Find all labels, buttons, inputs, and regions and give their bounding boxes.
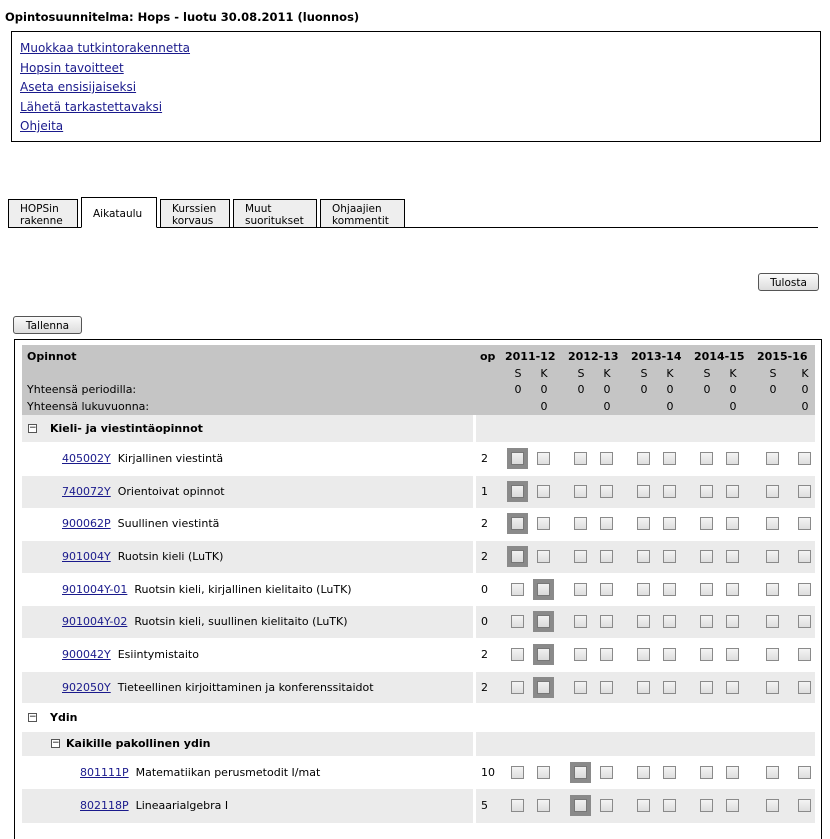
course-name: Suullinen viestintä: [117, 517, 220, 530]
course-code-link[interactable]: 901004Y-01: [62, 583, 128, 596]
schedule-checkbox[interactable]: [766, 517, 779, 530]
schedule-checkbox[interactable]: [726, 583, 739, 596]
schedule-checkbox[interactable]: [798, 517, 811, 530]
term-header: K: [666, 367, 674, 380]
course-code-link[interactable]: 900042Y: [62, 648, 111, 661]
set-primary-link[interactable]: Aseta ensisijaiseksi: [20, 80, 137, 95]
course-cell: [62, 452, 223, 465]
course-name: Tieteellinen kirjoittaminen ja konferenssitaidot: [117, 681, 374, 694]
schedule-checkbox[interactable]: [766, 485, 779, 498]
schedule-checkbox[interactable]: [726, 681, 739, 694]
year-header: 2011-12: [505, 350, 556, 363]
schedule-checkbox[interactable]: [766, 648, 779, 661]
schedule-checkbox[interactable]: [726, 452, 739, 465]
collapse-toggle-icon[interactable]: −: [29, 712, 37, 722]
schedule-checkbox[interactable]: [726, 648, 739, 661]
course-cell: [62, 517, 219, 530]
schedule-checkbox[interactable]: [700, 766, 713, 779]
schedule-checkbox[interactable]: [726, 485, 739, 498]
schedule-checkbox[interactable]: [574, 517, 587, 530]
schedule-checkbox[interactable]: [663, 766, 676, 779]
term-header: K: [801, 367, 809, 380]
schedule-checkbox[interactable]: [574, 766, 587, 779]
schedule-checkbox[interactable]: [663, 648, 676, 661]
schedule-checkbox[interactable]: [511, 766, 524, 779]
course-cell: [62, 583, 352, 596]
course-code-link[interactable]: 902050Y: [62, 681, 111, 694]
course-op: 2: [481, 550, 488, 563]
tab-other-credits[interactable]: Muut suoritukset: [233, 199, 317, 228]
schedule-checkbox[interactable]: [537, 799, 550, 812]
tab-advisor-comments[interactable]: Ohjaajien kommentit: [320, 199, 405, 228]
schedule-checkbox[interactable]: [726, 550, 739, 563]
schedule-checkbox[interactable]: [537, 517, 550, 530]
course-cell: [62, 550, 223, 563]
schedule-checkbox[interactable]: [663, 615, 676, 628]
schedule-checkbox[interactable]: [700, 485, 713, 498]
year-header: 2015-16: [757, 350, 808, 363]
period-total: 0: [577, 383, 585, 396]
schedule-cell-selected: [507, 481, 528, 502]
schedule-checkbox[interactable]: [511, 799, 524, 812]
period-total: 0: [769, 383, 777, 396]
schedule-checkbox[interactable]: [637, 766, 650, 779]
course-code-link[interactable]: 900062P: [62, 517, 111, 530]
schedule-checkbox[interactable]: [511, 648, 524, 661]
schedule-checkbox[interactable]: [663, 550, 676, 563]
year-header: 2012-13: [568, 350, 619, 363]
schedule-checkbox[interactable]: [511, 681, 524, 694]
year-total: 0: [666, 400, 674, 413]
group-label-mandatory-core: Kaikille pakollinen ydin: [66, 737, 211, 750]
schedule-cell-selected: [570, 762, 591, 783]
schedule-checkbox[interactable]: [798, 681, 811, 694]
term-header: K: [603, 367, 611, 380]
schedule-checkbox[interactable]: [700, 452, 713, 465]
schedule-checkbox[interactable]: [766, 681, 779, 694]
tab-course-substitution[interactable]: Kurssien korvaus: [160, 199, 230, 228]
schedule-checkbox[interactable]: [700, 799, 713, 812]
schedule-cell-selected: [507, 513, 528, 534]
term-header: K: [729, 367, 737, 380]
schedule-checkbox[interactable]: [574, 485, 587, 498]
schedule-checkbox[interactable]: [537, 452, 550, 465]
tab-schedule[interactable]: Aikataulu: [81, 197, 157, 228]
total-year-label: Yhteensä lukuvuonna:: [27, 400, 150, 413]
term-header: S: [703, 367, 711, 380]
col-studies-header: Opinnot: [27, 350, 77, 363]
term-header: S: [769, 367, 777, 380]
schedule-checkbox[interactable]: [537, 485, 550, 498]
course-op: 2: [481, 648, 488, 661]
schedule-checkbox[interactable]: [766, 799, 779, 812]
schedule-checkbox[interactable]: [600, 799, 613, 812]
schedule-checkbox[interactable]: [511, 615, 524, 628]
year-header: 2013-14: [631, 350, 682, 363]
schedule-checkbox[interactable]: [663, 517, 676, 530]
schedule-checkbox[interactable]: [600, 648, 613, 661]
course-op: 2: [481, 681, 488, 694]
schedule-cell-selected: [507, 448, 528, 469]
group-label-language: Kieli- ja viestintäopinnot: [50, 422, 203, 435]
course-code-link[interactable]: 801111P: [80, 766, 129, 779]
schedule-checkbox[interactable]: [700, 681, 713, 694]
year-total: 0: [603, 400, 611, 413]
save-button[interactable]: Tallenna: [13, 316, 82, 334]
schedule-checkbox[interactable]: [537, 681, 550, 694]
schedule-checkbox[interactable]: [600, 550, 613, 563]
course-name: Ruotsin kieli, suullinen kielitaito (LuTK): [134, 615, 348, 628]
schedule-checkbox[interactable]: [663, 452, 676, 465]
schedule-checkbox[interactable]: [511, 452, 524, 465]
instructions-link[interactable]: Ohjeita: [20, 119, 64, 134]
course-cell: [62, 485, 225, 498]
schedule-checkbox[interactable]: [663, 583, 676, 596]
schedule-checkbox[interactable]: [766, 766, 779, 779]
schedule-checkbox[interactable]: [600, 681, 613, 694]
group-label-core: Ydin: [50, 711, 78, 724]
schedule-checkbox[interactable]: [700, 648, 713, 661]
schedule-checkbox[interactable]: [574, 681, 587, 694]
course-op: 5: [481, 799, 488, 812]
course-cell: [80, 766, 320, 779]
schedule-checkbox[interactable]: [798, 648, 811, 661]
course-op: 0: [481, 615, 488, 628]
schedule-checkbox[interactable]: [798, 485, 811, 498]
year-total: 0: [729, 400, 737, 413]
schedule-checkbox[interactable]: [726, 517, 739, 530]
tab-bar: [8, 197, 818, 228]
schedule-checkbox[interactable]: [798, 799, 811, 812]
term-header: S: [640, 367, 648, 380]
course-name: Ruotsin kieli, kirjallinen kielitaito (LuTK): [134, 583, 352, 596]
schedule-cell-selected: [533, 644, 554, 665]
schedule-checkbox[interactable]: [798, 452, 811, 465]
schedule-checkbox[interactable]: [574, 648, 587, 661]
schedule-checkbox[interactable]: [511, 485, 524, 498]
schedule-checkbox[interactable]: [798, 550, 811, 563]
schedule-checkbox[interactable]: [766, 452, 779, 465]
period-total: 0: [801, 383, 809, 396]
period-total: 0: [729, 383, 737, 396]
period-total: 0: [514, 383, 522, 396]
schedule-checkbox[interactable]: [600, 517, 613, 530]
schedule-cell-selected: [570, 795, 591, 816]
course-cell: [62, 615, 348, 628]
term-header: K: [540, 367, 548, 380]
schedule-cell-selected: [507, 546, 528, 567]
collapse-toggle-icon[interactable]: −: [52, 738, 60, 748]
schedule-checkbox[interactable]: [537, 550, 550, 563]
period-total: 0: [666, 383, 674, 396]
schedule-checkbox[interactable]: [663, 799, 676, 812]
schedule-checkbox[interactable]: [574, 615, 587, 628]
course-code-link[interactable]: 405002Y: [62, 452, 111, 465]
period-total: 0: [640, 383, 648, 396]
schedule-checkbox[interactable]: [637, 583, 650, 596]
total-period-label: Yhteensä periodilla:: [27, 383, 137, 396]
course-name: Kirjallinen viestintä: [117, 452, 224, 465]
schedule-checkbox[interactable]: [663, 485, 676, 498]
schedule-checkbox[interactable]: [511, 583, 524, 596]
course-cell: [62, 648, 199, 661]
course-code-link[interactable]: 901004Y-02: [62, 615, 128, 628]
schedule-checkbox[interactable]: [637, 550, 650, 563]
year-header: 2014-15: [694, 350, 745, 363]
schedule-cell-selected: [533, 579, 554, 600]
schedule-checkbox[interactable]: [637, 517, 650, 530]
schedule-checkbox[interactable]: [511, 517, 524, 530]
term-header: S: [577, 367, 585, 380]
course-cell: [62, 681, 374, 694]
tab-hops-structure[interactable]: HOPSin rakenne: [8, 199, 78, 228]
schedule-checkbox[interactable]: [600, 452, 613, 465]
course-name: Matematiikan perusmetodit I/mat: [135, 766, 321, 779]
year-total: 0: [540, 400, 548, 413]
schedule-checkbox[interactable]: [726, 615, 739, 628]
course-op: 10: [481, 766, 495, 779]
schedule-checkbox[interactable]: [700, 517, 713, 530]
schedule-checkbox[interactable]: [574, 799, 587, 812]
course-code-link[interactable]: 802118P: [80, 799, 129, 812]
schedule-checkbox[interactable]: [511, 550, 524, 563]
course-op: 0: [481, 583, 488, 596]
schedule-checkbox[interactable]: [537, 615, 550, 628]
course-name: Lineaarialgebra I: [135, 799, 229, 812]
course-name: Esiintymistaito: [117, 648, 199, 661]
schedule-checkbox[interactable]: [537, 648, 550, 661]
hops-goals-link[interactable]: Hopsin tavoitteet: [20, 60, 124, 75]
course-op: 2: [481, 517, 488, 530]
schedule-checkbox[interactable]: [637, 485, 650, 498]
schedule-checkbox[interactable]: [637, 648, 650, 661]
course-code-link[interactable]: 901004Y: [62, 550, 111, 563]
term-header: S: [514, 367, 522, 380]
schedule-checkbox[interactable]: [600, 766, 613, 779]
schedule-checkbox[interactable]: [726, 799, 739, 812]
course-op: 1: [481, 485, 488, 498]
schedule-checkbox[interactable]: [700, 583, 713, 596]
schedule-checkbox[interactable]: [574, 583, 587, 596]
schedule-checkbox[interactable]: [766, 615, 779, 628]
send-for-review-link[interactable]: Lähetä tarkastettavaksi: [20, 99, 163, 114]
schedule-checkbox[interactable]: [798, 583, 811, 596]
schedule-checkbox[interactable]: [600, 485, 613, 498]
schedule-checkbox[interactable]: [637, 681, 650, 694]
col-op-header: op: [480, 350, 496, 363]
schedule-cell-selected: [533, 611, 554, 632]
schedule-checkbox[interactable]: [700, 615, 713, 628]
schedule-checkbox[interactable]: [637, 799, 650, 812]
course-op: 2: [481, 452, 488, 465]
collapse-toggle-icon[interactable]: −: [29, 423, 37, 433]
period-total: 0: [540, 383, 548, 396]
year-total: 0: [801, 400, 809, 413]
schedule-checkbox[interactable]: [663, 681, 676, 694]
schedule-checkbox[interactable]: [574, 452, 587, 465]
schedule-checkbox[interactable]: [637, 452, 650, 465]
schedule-checkbox[interactable]: [537, 766, 550, 779]
period-total: 0: [703, 383, 711, 396]
schedule-checkbox[interactable]: [798, 766, 811, 779]
schedule-checkbox[interactable]: [600, 583, 613, 596]
group-row-core: [22, 705, 815, 730]
page-title: Opintosuunnitelma: Hops - luotu 30.08.2011 (luonnos): [5, 10, 360, 24]
course-code-link[interactable]: 740072Y: [62, 485, 111, 498]
schedule-checkbox[interactable]: [700, 550, 713, 563]
schedule-cell-selected: [533, 677, 554, 698]
course-name: Ruotsin kieli (LuTK): [117, 550, 224, 563]
schedule-checkbox[interactable]: [766, 550, 779, 563]
schedule-checkbox[interactable]: [726, 766, 739, 779]
schedule-checkbox[interactable]: [637, 615, 650, 628]
action-links-box: [11, 31, 821, 142]
period-total: 0: [603, 383, 611, 396]
schedule-checkbox[interactable]: [798, 615, 811, 628]
schedule-checkbox[interactable]: [766, 583, 779, 596]
course-cell: [80, 799, 228, 812]
print-button[interactable]: Tulosta: [758, 273, 819, 291]
course-name: Orientoivat opinnot: [117, 485, 225, 498]
schedule-checkbox[interactable]: [574, 550, 587, 563]
schedule-checkbox[interactable]: [600, 615, 613, 628]
edit-degree-structure-link[interactable]: Muokkaa tutkintorakennetta: [20, 41, 191, 55]
schedule-checkbox[interactable]: [537, 583, 550, 596]
